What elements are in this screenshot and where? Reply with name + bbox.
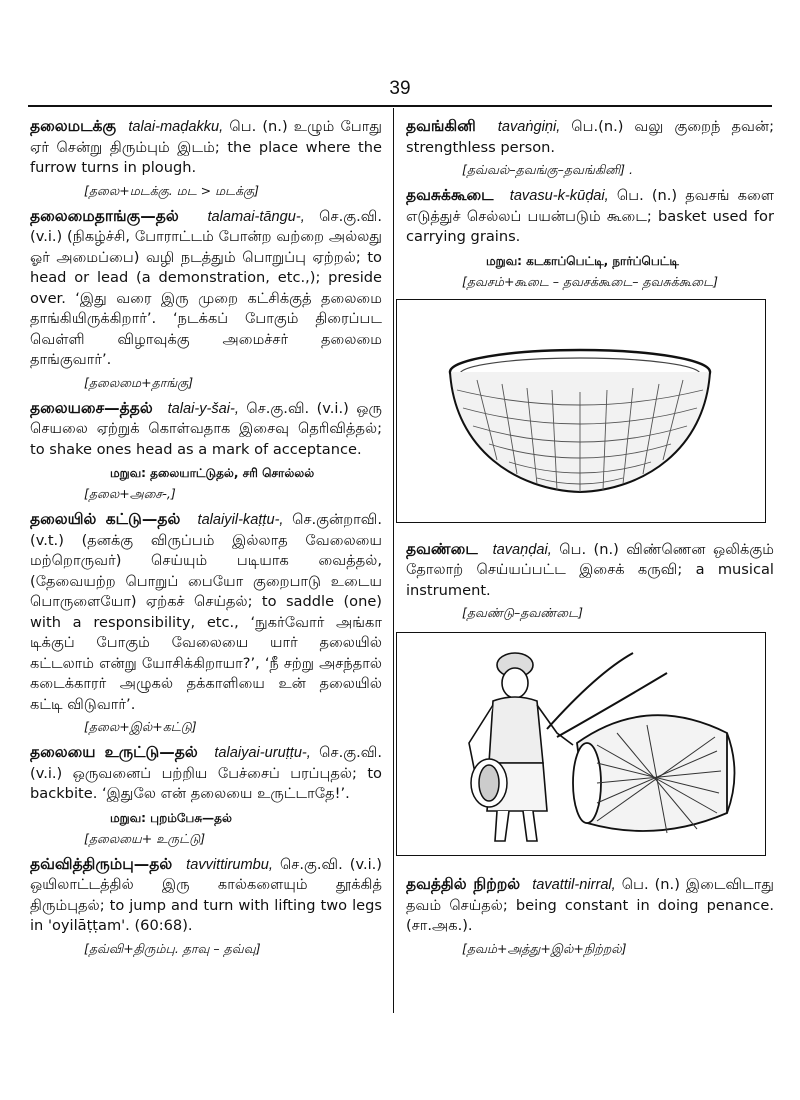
page-number: 39	[389, 78, 411, 99]
definition: பெ. (n.) இடைவிடாது தவம் செய்தல்; being constant in doing penance. (சா.அக.).	[406, 876, 775, 934]
entry-tavasukkudai	[406, 185, 774, 291]
headword: தவண்டை	[406, 539, 478, 558]
definition: செ.குன்றாவி. (v.t.) (தனக்கு விருப்பம் இல்லாத வேலையை மற்றொருவர்) செய்யும் படியாக வைத்தல், (தேவையற்ற பொறுப் பையோ குறைபாடு உடைய பொருளையோ) ஏற்கச் செய்தல்; to saddle (one) with a responsibility, etc., ‘நுகர்வோர் அங்கா டிக்குப் போகும் வேலையை யார் தலையில் கட்டலாம் என்று யோசிக்கிறாயா?’, ‘நீ சற்று அசந்தால் கடைக்காரர் அழுகல் தக்காளியை உன் தலையில் கட்டி விடுவார்’.	[30, 511, 383, 713]
transliteration: talamai-tāngu-,	[207, 208, 305, 225]
entry-talaimaitangu	[30, 206, 382, 392]
entry-talaiyai-uruttu	[30, 742, 382, 848]
entry-talaiyil-kattu	[30, 509, 382, 736]
right-column	[406, 116, 774, 964]
etymology: [தலை+அசை-,]	[84, 486, 176, 501]
synonyms: மறுவ: புறம்பேசு—தல்	[110, 810, 232, 825]
transliteration: talai-y-šai-,	[167, 400, 239, 417]
entry-tavandai	[406, 539, 774, 623]
basket-drawing	[397, 300, 763, 520]
transliteration: talaiyil-kaṭṭu-,	[197, 512, 284, 528]
transliteration: tavvittirumbu,	[186, 856, 273, 873]
etymology: [தலைமை+தாங்கு]	[84, 374, 194, 390]
etymology: [தலையை+ உருட்டு]	[84, 830, 206, 846]
headword: தவசுக்கூடை	[406, 186, 494, 204]
transliteration: tavaṅgiṇi,	[497, 119, 561, 135]
etymology: [தலை+இல்+கட்டு]	[84, 719, 197, 734]
definition: செ.கு.வி. (v.i.) ஒயிலாட்டத்தில் இரு கால்களையும் தூக்கித் திரும்புதல்; to jump and turn with lifting two legs in 'oyilāṭṭam'. (60:68).	[30, 855, 382, 934]
entry-tavanginí	[406, 116, 774, 179]
headword: தலைமடக்கு	[30, 117, 117, 135]
headword: தவத்தில் நிற்றல்	[406, 875, 521, 893]
etymology: [தவண்டு–தவண்டை]	[462, 605, 583, 620]
definition: பெ. (n.) தவசங் களை எடுத்துச் செல்லப் பயன்படும் கூடை; basket used for carrying grains.	[406, 187, 775, 245]
column-divider	[393, 108, 394, 1013]
definition: பெ. (n.) விண்ணென ஒலிக்கும் தோலாற் செய்யப்பட்ட இசைக் கருவி; a musical instrument.	[406, 540, 775, 599]
entry-tavattil-nirral	[406, 874, 774, 958]
etymology: [தலை+மடக்கு. மட > மடக்கு]	[84, 182, 260, 198]
definition: செ.கு.வி. (v.i.) (நிகழ்ச்சி, போராட்டம் போன்ற வற்றை அல்லது ஓர் அமைப்பை) வழி நடத்தும் பொறுப்பு ஏற்றல்; to head or lead (a demonstration, etc.,); preside over. ‘இது வரை இரு முறை கட்சிக்குத் தலைமை தாங்கியிருக்கிறார்’. ‘நடக்கப் போகும் திரைப்பட வெள்ளி விழாவுக்கு அமைச்சர் தலைமை தாங்குவார்’.	[30, 207, 383, 368]
definition: பெ. (n.) உழும் போது ஏர் சென்று திரும்பும் இடம்; the place where the furrow turns in plough.	[30, 118, 382, 176]
etymology: [தவ்வல்–தவங்கு–தவங்கினி] .	[462, 162, 633, 177]
transliteration: talaiyai-uruṭṭu-,	[214, 745, 311, 761]
transliteration: tavasu-k-kūḍai,	[509, 188, 609, 204]
definition: செ.கு.வி. (v.i.) ஒரு செயலை ஏற்றுக் கொள்வதாக இசைவு தெரிவித்தல்; to shake ones head as a mark of acceptance.	[30, 399, 382, 458]
definition: செ.கு.வி. (v.i.) ஒருவனைப் பற்றிய பேச்சைப் பரப்புதல்; to backbite. ‘இதுலே என் தலையை உருட்டாதே!’.	[30, 744, 383, 802]
transliteration: talai-maḍakku,	[128, 119, 224, 135]
drum-drawing	[397, 633, 763, 853]
transliteration: tavattil-nirral,	[532, 877, 616, 893]
etymology: [தவ்வி+திரும்பு. தாவு – தவ்வு]	[84, 940, 261, 956]
headword: தலையில் கட்டு—தல்	[30, 510, 181, 528]
headword: தலையை உருட்டு—தல்	[30, 743, 198, 761]
transliteration: tavaṇḍai,	[492, 541, 552, 558]
left-column	[30, 116, 382, 964]
synonyms: மறுவ: தலையாட்டுதல், சரி சொல்லல்	[110, 466, 315, 480]
headword: தவங்கினி	[406, 117, 476, 135]
drum-player-illustration	[396, 632, 766, 856]
basket-illustration	[396, 299, 766, 523]
header-rule	[28, 105, 772, 107]
etymology: [தவம்+அத்து+இல்+நிற்றல்]	[462, 940, 627, 956]
headword: தவ்வித்திரும்பு—தல்	[30, 854, 173, 873]
etymology: [தவசம்+கூடை – தவசக்கூடை– தவசுக்கூடை]	[462, 273, 718, 289]
entry-talaimadakku	[30, 116, 382, 200]
definition: பெ.(n.) வலு குறைந் தவன்; strengthless person.	[406, 118, 774, 156]
entry-tavvittirumbu	[30, 854, 382, 958]
entry-talaiyasai	[30, 398, 382, 504]
synonyms: மறுவ: கடகாப்பெட்டி, நார்ப்பெட்டி	[486, 253, 679, 268]
headword: தலைமைதாங்கு—தல்	[30, 206, 179, 225]
headword: தலையசை—த்தல்	[30, 398, 153, 417]
